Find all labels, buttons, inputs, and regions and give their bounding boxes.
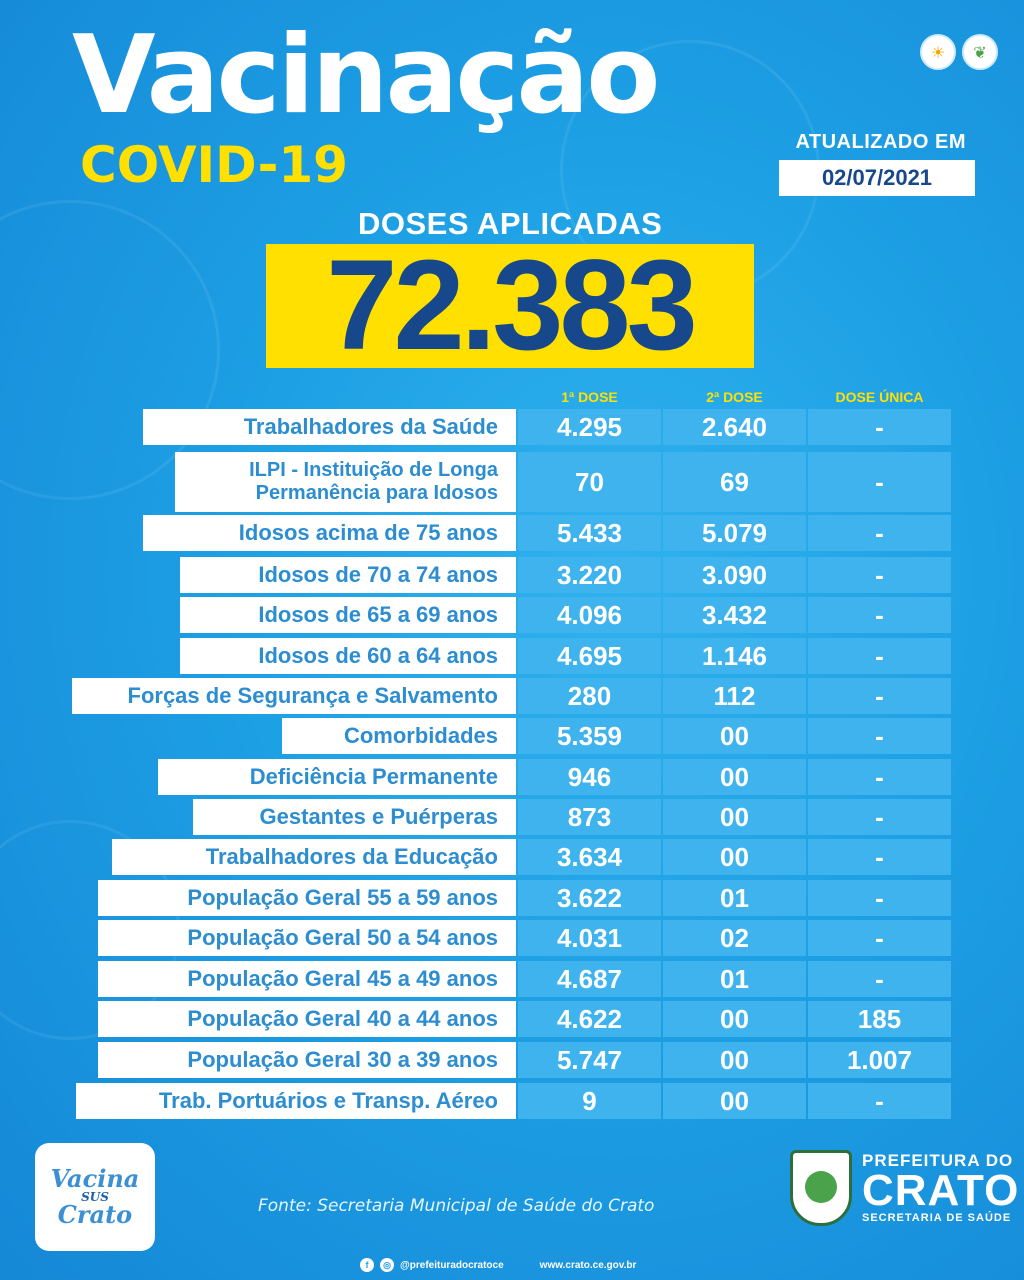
dose2-cell: 5.079 — [663, 515, 806, 551]
single-dose-cell: 1.007 — [808, 1042, 951, 1078]
table-row — [0, 839, 1024, 875]
single-dose-cell: - — [808, 718, 951, 754]
dose2-cell: 3.432 — [663, 597, 806, 633]
row-label: Trabalhadores da Educação — [112, 839, 516, 875]
doses-total-label: DOSES APLICADAS — [358, 206, 663, 241]
column-header-single-dose: DOSE ÚNICA — [835, 389, 924, 405]
table-row — [0, 799, 1024, 835]
row-label: População Geral 30 a 39 anos — [98, 1042, 516, 1078]
table-row — [0, 678, 1024, 714]
single-dose-cell: - — [808, 678, 951, 714]
single-dose-cell: - — [808, 452, 951, 512]
dose2-cell: 00 — [663, 718, 806, 754]
single-dose-cell: - — [808, 799, 951, 835]
table-row — [0, 515, 1024, 551]
dose2-cell: 00 — [663, 759, 806, 795]
column-header-dose2: 2ª DOSE — [706, 389, 763, 405]
dose2-cell: 00 — [663, 1042, 806, 1078]
single-dose-cell: - — [808, 409, 951, 445]
table-row — [0, 409, 1024, 445]
dose1-cell: 873 — [518, 799, 661, 835]
table-row — [0, 718, 1024, 754]
table-row — [0, 597, 1024, 633]
dose1-cell: 4.031 — [518, 920, 661, 956]
table-row — [0, 920, 1024, 956]
row-label: População Geral 55 a 59 anos — [98, 880, 516, 916]
table-row — [0, 961, 1024, 997]
single-dose-cell: - — [808, 839, 951, 875]
table-row — [0, 638, 1024, 674]
seal-icon: ☀ — [920, 34, 956, 70]
dose1-cell: 4.295 — [518, 409, 661, 445]
dose2-cell: 02 — [663, 920, 806, 956]
single-dose-cell: - — [808, 557, 951, 593]
dose1-cell: 5.747 — [518, 1042, 661, 1078]
city-crest-icon — [790, 1150, 852, 1226]
partner-seals — [920, 34, 998, 70]
dose1-cell: 3.220 — [518, 557, 661, 593]
row-label: Idosos de 65 a 69 anos — [180, 597, 516, 633]
dose2-cell: 3.090 — [663, 557, 806, 593]
single-dose-cell: - — [808, 961, 951, 997]
dose2-cell: 1.146 — [663, 638, 806, 674]
table-row — [0, 1001, 1024, 1037]
row-label: Idosos de 70 a 74 anos — [180, 557, 516, 593]
single-dose-cell: - — [808, 759, 951, 795]
dose2-cell: 2.640 — [663, 409, 806, 445]
facebook-icon[interactable]: f — [360, 1258, 374, 1272]
dose2-cell: 00 — [663, 1001, 806, 1037]
doses-total-box — [266, 234, 754, 377]
row-label: Idosos de 60 a 64 anos — [180, 638, 516, 674]
row-label: ILPI - Instituição de Longa Permanência para Idosos — [175, 452, 516, 512]
row-label: Trabalhadores da Saúde — [143, 409, 516, 445]
row-label: Forças de Segurança e Salvamento — [72, 678, 516, 714]
updated-date: 02/07/2021 — [779, 160, 975, 196]
dose1-cell: 9 — [518, 1083, 661, 1119]
dose2-cell: 00 — [663, 839, 806, 875]
dose1-cell: 4.622 — [518, 1001, 661, 1037]
page-subtitle: COVID-19 — [80, 136, 348, 194]
data-source: Fonte: Secretaria Municipal de Saúde do Crato — [258, 1196, 655, 1216]
dose1-cell: 4.687 — [518, 961, 661, 997]
dose1-cell: 4.096 — [518, 597, 661, 633]
row-label: Deficiência Permanente — [158, 759, 516, 795]
page-title: Vacinação — [72, 13, 658, 138]
footer-links — [360, 1258, 636, 1272]
doses-total-value: 72.383 — [326, 234, 694, 377]
dose1-cell: 946 — [518, 759, 661, 795]
row-label: População Geral 45 a 49 anos — [98, 961, 516, 997]
row-label: Gestantes e Puérperas — [193, 799, 516, 835]
row-label: População Geral 40 a 44 anos — [98, 1001, 516, 1037]
dose2-cell: 00 — [663, 799, 806, 835]
single-dose-cell: - — [808, 1083, 951, 1119]
dose1-cell: 3.634 — [518, 839, 661, 875]
column-header-dose1: 1ª DOSE — [561, 389, 618, 405]
dose2-cell: 00 — [663, 1083, 806, 1119]
dose2-cell: 112 — [663, 678, 806, 714]
dose2-cell: 01 — [663, 880, 806, 916]
table-row — [0, 1083, 1024, 1119]
dose1-cell: 280 — [518, 678, 661, 714]
single-dose-cell: - — [808, 515, 951, 551]
leaf-icon: ❦ — [962, 34, 998, 70]
prefeitura-crato-logo: PREFEITURA DO CRATO SECRETARIA DE SAÚDE — [790, 1150, 1019, 1226]
table-row — [0, 452, 1024, 512]
table-row — [0, 759, 1024, 795]
single-dose-cell: - — [808, 597, 951, 633]
single-dose-cell: 185 — [808, 1001, 951, 1037]
vacina-sus-crato-logo: Vacina SUS Crato — [35, 1143, 155, 1251]
table-row — [0, 1042, 1024, 1078]
row-label: Comorbidades — [282, 718, 516, 754]
dose1-cell: 5.359 — [518, 718, 661, 754]
single-dose-cell: - — [808, 880, 951, 916]
social-handle[interactable]: @prefeituradocratoce — [400, 1259, 504, 1271]
updated-label: ATUALIZADO EM — [795, 131, 966, 153]
dose1-cell: 5.433 — [518, 515, 661, 551]
website-link[interactable]: www.crato.ce.gov.br — [539, 1259, 637, 1271]
single-dose-cell: - — [808, 638, 951, 674]
dose2-cell: 01 — [663, 961, 806, 997]
single-dose-cell: - — [808, 920, 951, 956]
row-label: Trab. Portuários e Transp. Aéreo — [76, 1083, 516, 1119]
dose1-cell: 3.622 — [518, 880, 661, 916]
table-row — [0, 880, 1024, 916]
row-label: População Geral 50 a 54 anos — [98, 920, 516, 956]
dose1-cell: 70 — [518, 452, 661, 512]
dose1-cell: 4.695 — [518, 638, 661, 674]
row-label: Idosos acima de 75 anos — [143, 515, 516, 551]
table-row — [0, 557, 1024, 593]
instagram-icon[interactable]: ◎ — [380, 1258, 394, 1272]
dose2-cell: 69 — [663, 452, 806, 512]
